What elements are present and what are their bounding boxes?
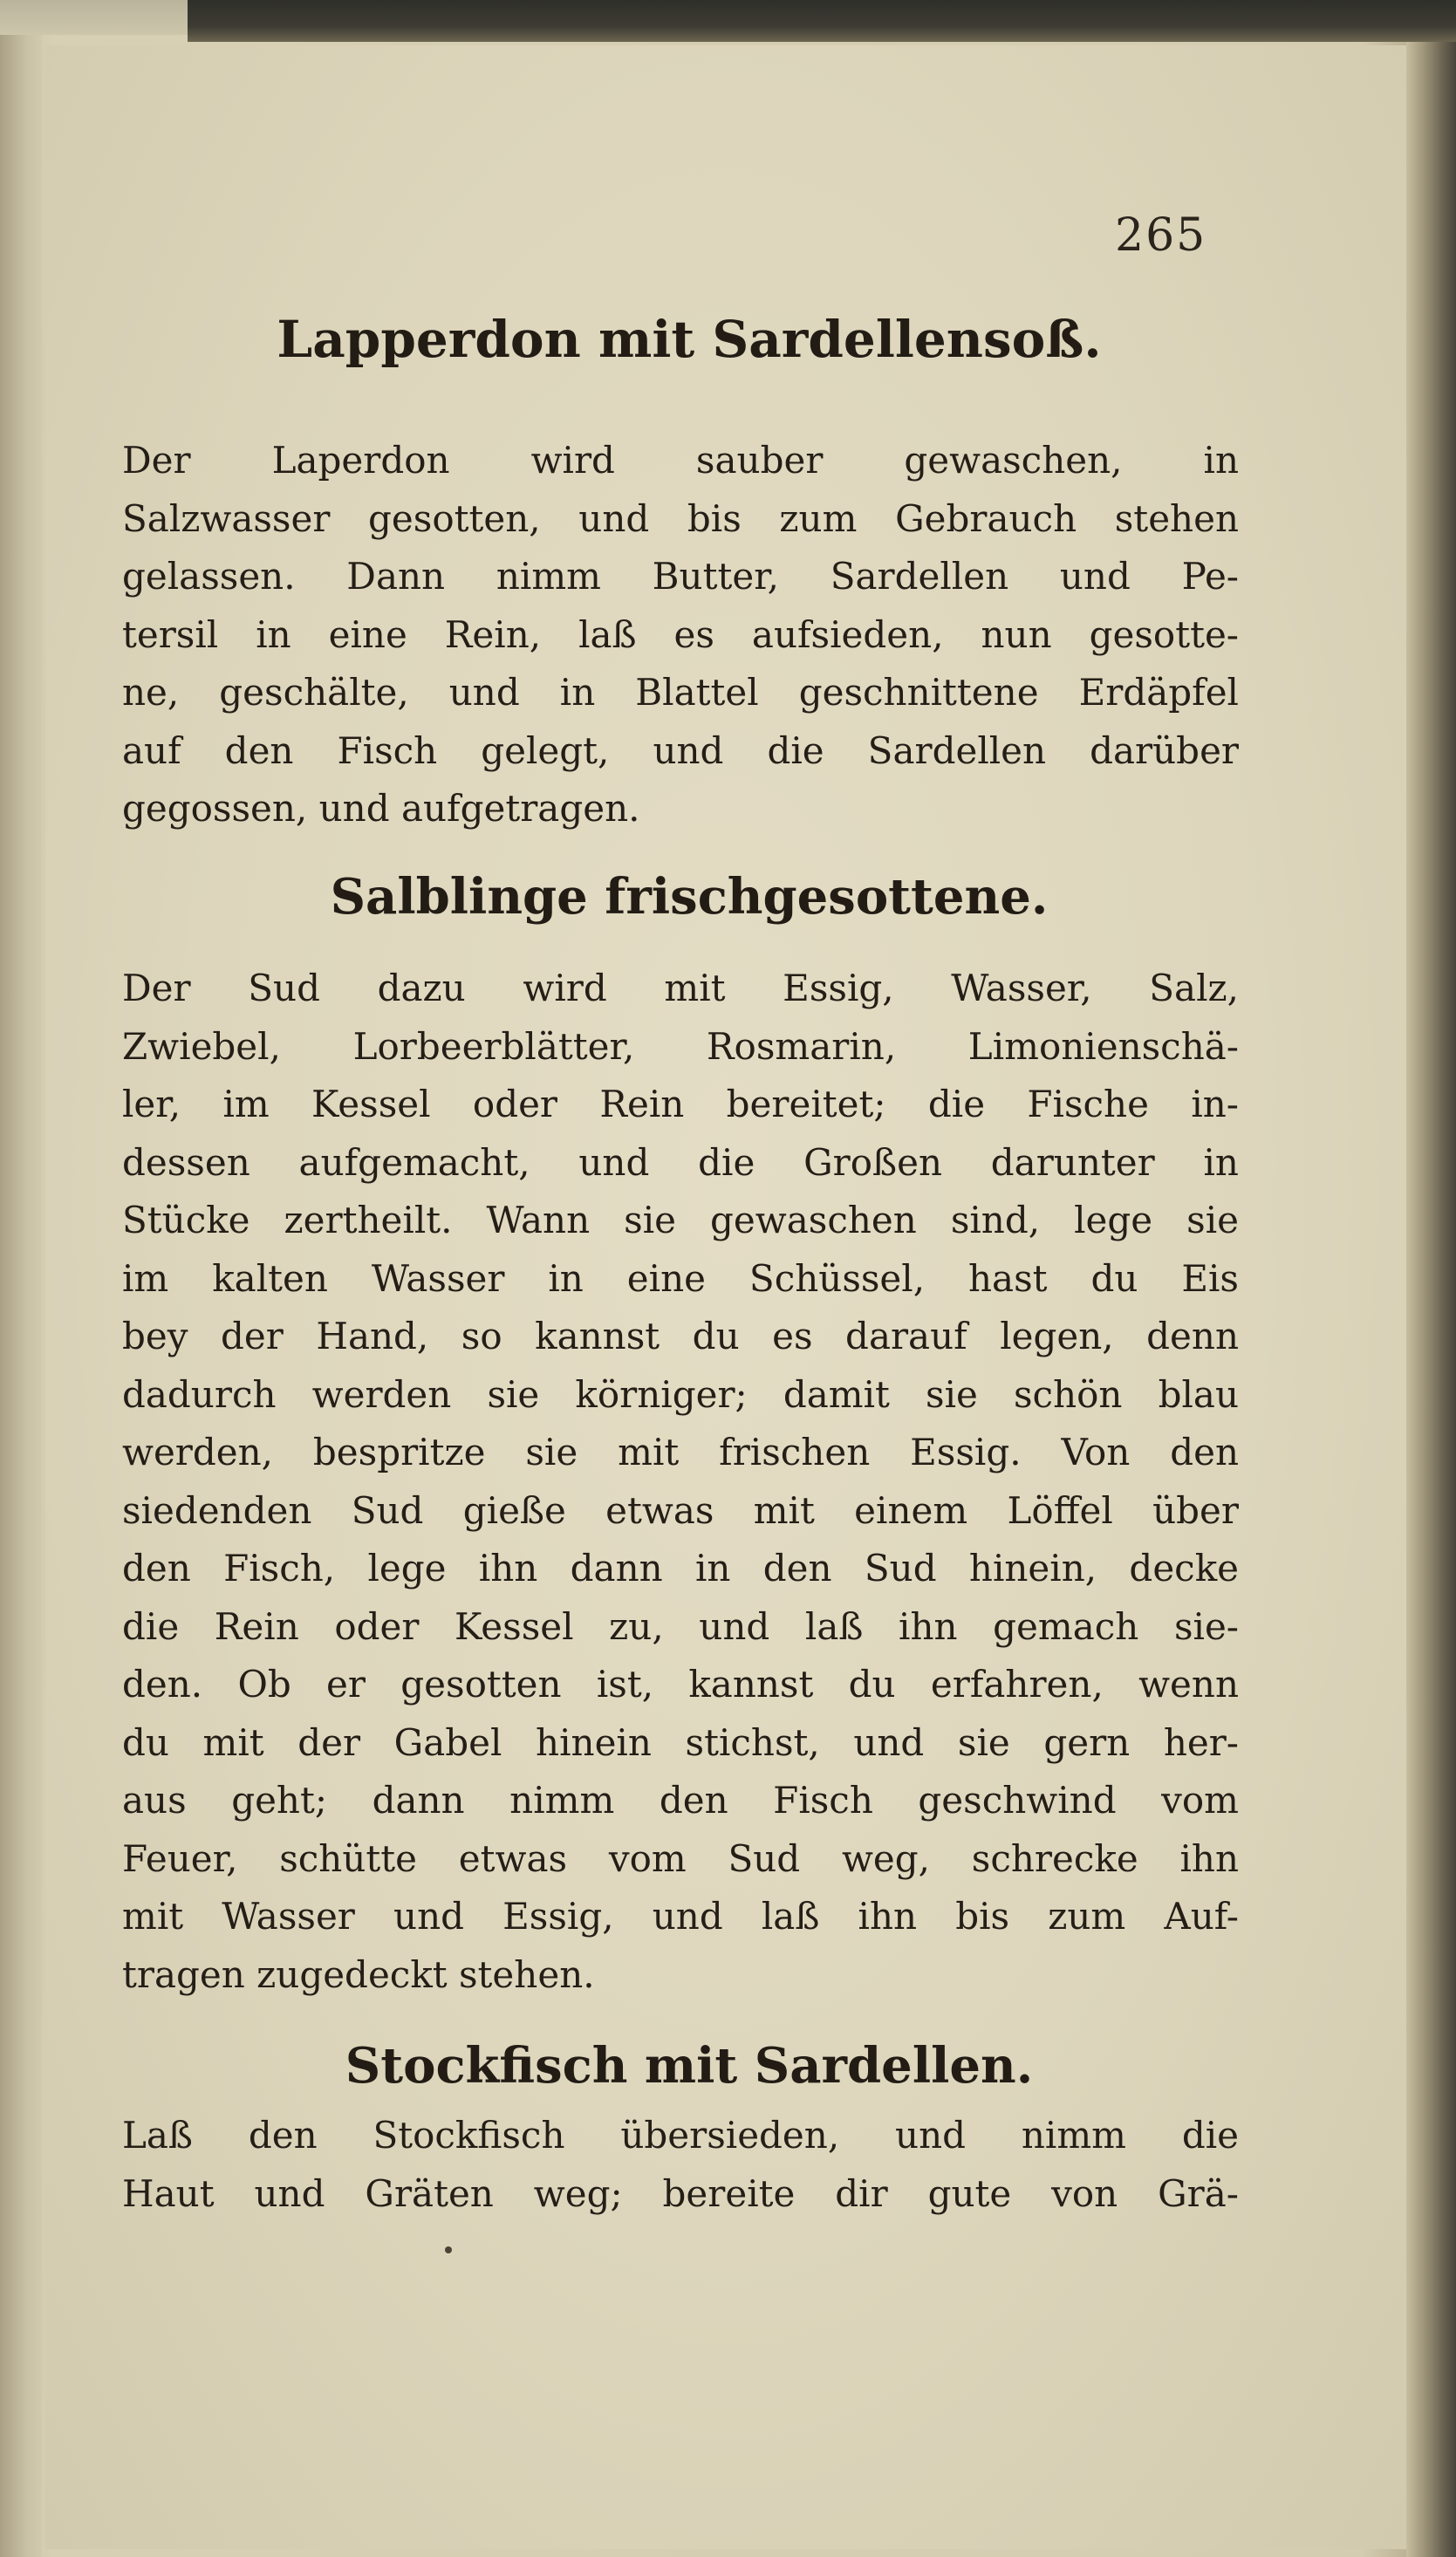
text-line: Feuer, schütte etwas vom Sud weg, schrecke ihn	[122, 1836, 1239, 1880]
text-line: Haut und Gräten weg; bereite dir gute von Grä-	[122, 2171, 1239, 2215]
recipe-heading-lapperdon: Lapperdon mit Sardellensoß.	[277, 310, 1102, 369]
text-line: Der Laperdon wird sauber gewaschen, in	[122, 439, 1239, 482]
text-line: im kalten Wasser in eine Schüssel, hast du Eis	[122, 1256, 1239, 1300]
text-line: werden, bespritze sie mit frischen Essig. Von den	[122, 1431, 1239, 1473]
scan-top-edge	[188, 0, 1456, 42]
text-line: mit Wasser und Essig, und laß ihn bis zum Auf-	[122, 1895, 1239, 1938]
text-line: Salzwasser gesotten, und bis zum Gebrauch stehen	[122, 496, 1239, 540]
text-line: du mit der Gabel hinein stichst, und sie gern her-	[122, 1720, 1239, 1764]
text-line: siedenden Sud gieße etwas mit einem Löffel über	[122, 1488, 1239, 1532]
text-line: Stücke zertheilt. Wann sie gewaschen sind, lege sie	[122, 1199, 1239, 1241]
recipe-text-salblinge	[122, 960, 1239, 2004]
text-line: bey der Hand, so kannst du es darauf legen, denn	[122, 1315, 1239, 1357]
text-line: gegossen, und aufgetragen.	[122, 787, 640, 830]
text-line: den Fisch, lege ihn dann in den Sud hinein, decke	[122, 1547, 1239, 1590]
text-line: gelassen. Dann nimm Butter, Sardellen und Pe-	[122, 555, 1239, 598]
text-line: Zwiebel, Lorbeerblätter, Rosmarin, Limonienschä-	[122, 1024, 1239, 1068]
scan-top-left-edge	[0, 0, 188, 35]
text-line: tersil in eine Rein, laß es aufsieden, nun gesotte-	[122, 612, 1239, 656]
text-line: aus geht; dann nimm den Fisch geschwind vom	[122, 1779, 1239, 1822]
page-fore-edge	[1406, 42, 1456, 2557]
recipe-text-lapperdon	[122, 432, 1239, 838]
text-line: Laß den Stockfisch übersieden, und nimm die	[122, 2114, 1239, 2157]
text-line: ler, im Kessel oder Rein bereitet; die Fische in-	[122, 1083, 1239, 1125]
text-line: ne, geschälte, und in Blattel geschnittene Erdäpfel	[122, 671, 1239, 714]
recipe-heading-stockfisch: Stockfisch mit Sardellen.	[345, 2037, 1034, 2095]
ink-smudge	[445, 2246, 452, 2253]
book-gutter-edge	[0, 35, 42, 2557]
text-line: auf den Fisch gelegt, und die Sardellen darüber	[122, 728, 1239, 772]
text-line: dessen aufgemacht, und die Großen darunter in	[122, 1140, 1239, 1184]
recipe-heading-salblinge: Salblinge frischgesottene.	[330, 868, 1049, 926]
text-line: dadurch werden sie körniger; damit sie schön blau	[122, 1372, 1239, 1416]
text-line: den. Ob er gesotten ist, kannst du erfahren, wenn	[122, 1663, 1239, 1706]
text-line: tragen zugedeckt stehen.	[122, 1952, 595, 1996]
page-number: 265	[1115, 209, 1207, 262]
text-line: die Rein oder Kessel zu, und laß ihn gemach sie-	[122, 1604, 1239, 1648]
recipe-text-stockfisch	[122, 2107, 1239, 2223]
text-line: Der Sud dazu wird mit Essig, Wasser, Salz,	[122, 967, 1239, 1009]
